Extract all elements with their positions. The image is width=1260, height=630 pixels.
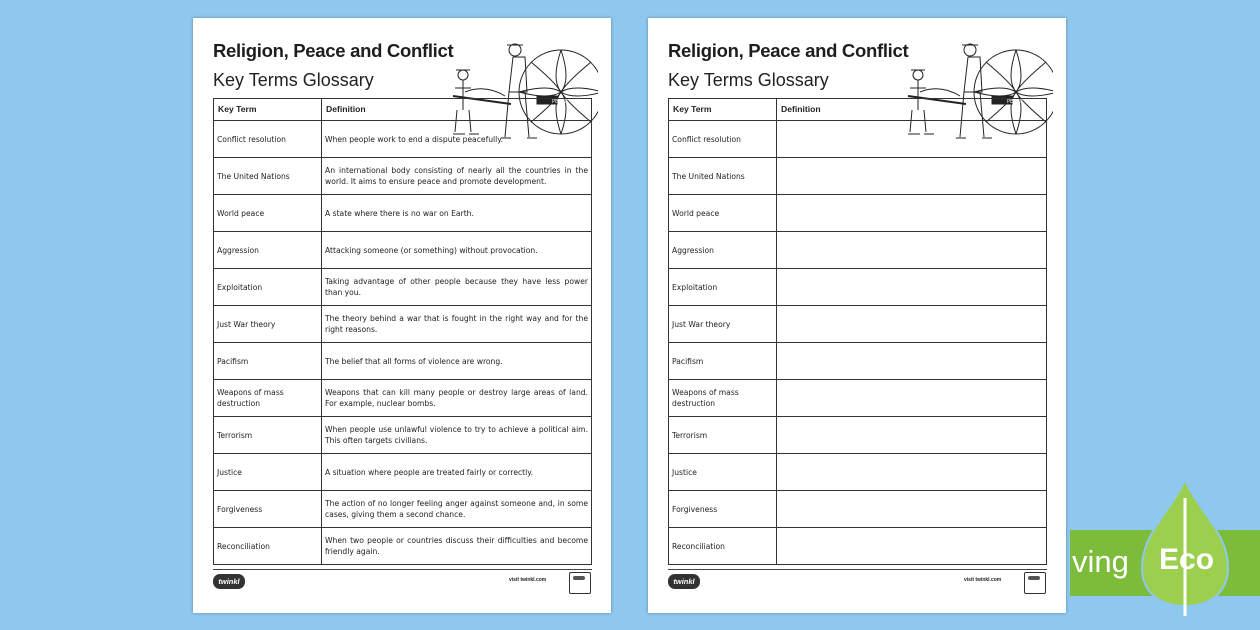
header-definition: Definition — [322, 99, 592, 121]
key-term: Aggression — [669, 232, 777, 269]
key-term: Conflict resolution — [669, 121, 777, 158]
worksheet-preview-blank — [648, 18, 1066, 613]
header-key-term: Key Term — [214, 99, 322, 121]
key-term: Just War theory — [214, 306, 322, 343]
header-key-term: Key Term — [669, 99, 777, 121]
footer-url: visit twinkl.com — [509, 577, 547, 583]
definition: When two people or countries discuss their difficulties and become friendly again. — [322, 528, 592, 565]
key-term: Terrorism — [214, 417, 322, 454]
key-term: Exploitation — [214, 269, 322, 306]
definition-blank — [777, 269, 1047, 306]
table-row — [669, 454, 1047, 491]
definition-blank — [777, 232, 1047, 269]
definition: The theory behind a war that is fought in the right way and for the right reasons. — [322, 306, 592, 343]
table-row — [214, 491, 592, 528]
key-term: Exploitation — [669, 269, 777, 306]
table-row — [669, 158, 1047, 195]
table-row — [214, 195, 592, 232]
key-term: Pacifism — [214, 343, 322, 380]
definition-blank — [777, 158, 1047, 195]
key-term: Terrorism — [669, 417, 777, 454]
worksheet-subtitle: Key Terms Glossary — [668, 70, 829, 90]
key-term: World peace — [214, 195, 322, 232]
table-row — [669, 195, 1047, 232]
definition: Taking advantage of other people because they have less power than you. — [322, 269, 592, 306]
poppy-label: PEACE — [552, 99, 569, 105]
table-row — [214, 121, 592, 158]
eco-band-text: ving — [1072, 544, 1129, 579]
twinkl-logo: twinkl — [668, 574, 700, 589]
twinkl-logo: twinkl — [213, 574, 245, 589]
key-term: Aggression — [214, 232, 322, 269]
key-term: The United Nations — [669, 158, 777, 195]
eco-leaf-text: Eco — [1159, 543, 1215, 576]
glossary-table-blank — [668, 98, 1047, 565]
definition: The belief that all forms of violence are wrong. — [322, 343, 592, 380]
table-row — [214, 528, 592, 565]
table-row — [214, 158, 592, 195]
footer-divider — [213, 569, 592, 570]
key-term: The United Nations — [214, 158, 322, 195]
key-term: Forgiveness — [214, 491, 322, 528]
worksheet-title: Religion, Peace and Conflict — [213, 40, 454, 61]
table-row — [669, 528, 1047, 565]
badge-icon — [1024, 572, 1046, 594]
key-term: Conflict resolution — [214, 121, 322, 158]
header-definition: Definition — [777, 99, 1047, 121]
table-row — [669, 121, 1047, 158]
footer-divider — [668, 569, 1047, 570]
definition: Weapons that can kill many people or destroy large areas of land. For example, nuclear bombs. — [322, 380, 592, 417]
table-header-row — [214, 99, 592, 121]
key-term: Weapons of mass destruction — [214, 380, 322, 417]
table-row — [669, 380, 1047, 417]
table-row — [214, 306, 592, 343]
table-row — [214, 380, 592, 417]
worksheet-preview-completed — [193, 18, 611, 613]
key-term: Justice — [214, 454, 322, 491]
key-term: Just War theory — [669, 306, 777, 343]
definition: When people work to end a dispute peacefully. — [322, 121, 592, 158]
key-term: Justice — [669, 454, 777, 491]
definition: Attacking someone (or something) without provocation. — [322, 232, 592, 269]
table-row — [669, 343, 1047, 380]
definition-blank — [777, 306, 1047, 343]
table-row — [669, 269, 1047, 306]
key-term: Pacifism — [669, 343, 777, 380]
table-row — [214, 454, 592, 491]
definition-blank — [777, 528, 1047, 565]
definition-blank — [777, 380, 1047, 417]
definition-blank — [777, 121, 1047, 158]
table-row — [214, 343, 592, 380]
badge-icon — [569, 572, 591, 594]
definition: The action of no longer feeling anger against someone and, in some cases, giving them a second chance. — [322, 491, 592, 528]
definition: A state where there is no war on Earth. — [322, 195, 592, 232]
definition: A situation where people are treated fairly or correctly. — [322, 454, 592, 491]
table-row — [669, 491, 1047, 528]
table-row — [669, 232, 1047, 269]
definition-blank — [777, 343, 1047, 380]
worksheet-title: Religion, Peace and Conflict — [668, 40, 909, 61]
table-row — [669, 306, 1047, 343]
table-row — [669, 417, 1047, 454]
key-term: Weapons of mass destruction — [669, 380, 777, 417]
key-term: Reconciliation — [214, 528, 322, 565]
definition-blank — [777, 491, 1047, 528]
definition: An international body consisting of nearly all the countries in the world. It aims to ensure peace and promote development. — [322, 158, 592, 195]
key-term: Reconciliation — [669, 528, 777, 565]
table-row — [214, 232, 592, 269]
worksheet-subtitle: Key Terms Glossary — [213, 70, 374, 90]
table-row — [214, 417, 592, 454]
key-term: Forgiveness — [669, 491, 777, 528]
definition-blank — [777, 417, 1047, 454]
definition-blank — [777, 454, 1047, 491]
glossary-table — [213, 98, 592, 565]
definition: When people use unlawful violence to try to achieve a political aim. This often targets civilians. — [322, 417, 592, 454]
table-row — [214, 269, 592, 306]
table-header-row — [669, 99, 1047, 121]
poppy-label: PEACE — [1007, 99, 1024, 105]
key-term: World peace — [669, 195, 777, 232]
definition-blank — [777, 195, 1047, 232]
footer-url: visit twinkl.com — [964, 577, 1002, 583]
